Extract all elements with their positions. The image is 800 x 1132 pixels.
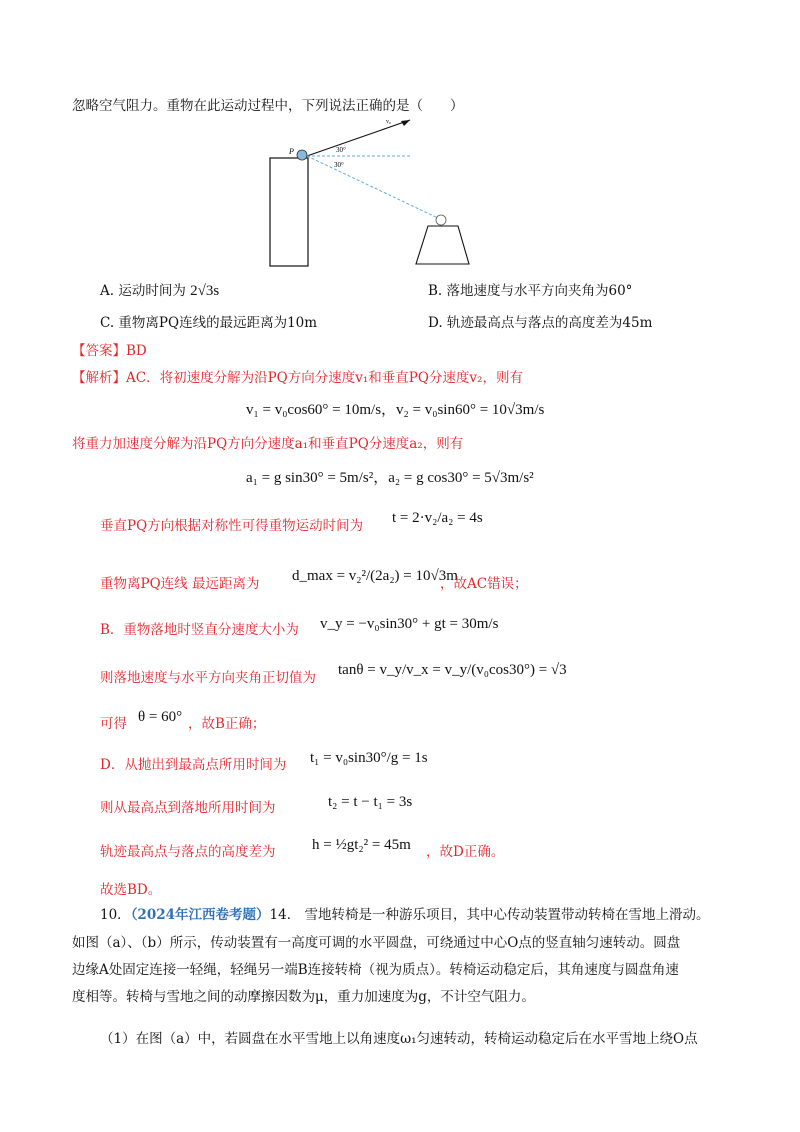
- v0-arrowhead: [401, 120, 410, 126]
- q10-line-1: [100, 903, 709, 923]
- analysis-line-8: D．从抛出到最高点所用时间为: [100, 757, 287, 773]
- analysis-line-4-tail: ，故AC错误；: [440, 576, 528, 592]
- option-b: B. 落地速度与水平方向夹角为60°: [428, 283, 633, 299]
- q10-line-4: 度相等。转椅与雪地之间的动摩擦因数为μ，重力加速度为g，不计空气阻力。: [72, 989, 535, 1005]
- ball-q: [436, 215, 446, 225]
- analysis-line-4: 重物离PQ连线 最远距离为: [100, 576, 260, 592]
- q10-source: （2024年江西卷考题）: [130, 907, 270, 923]
- question-intro: 忽略空气阻力。重物在此运动过程中，下列说法正确的是（ ）: [72, 98, 464, 114]
- q10-line-2: 如图（a）、（b）所示，传动装置有一高度可调的水平圆盘，可绕通过中心O点的竖直轴匀速转动。圆盘: [72, 935, 681, 951]
- equation-1: v₁ = v₀cos60° = 10m/s，v₂ = v₀sin60° = 10√3m/s: [246, 402, 545, 418]
- analysis-tag: 【解析】: [72, 370, 126, 386]
- equation-10: h = ½gt₂² = 45m: [312, 837, 411, 853]
- option-c: C. 重物离PQ连线的最远距离为10m: [100, 315, 318, 331]
- equation-7: θ = 60°: [138, 709, 183, 725]
- label-angle-top: 30°: [336, 146, 346, 154]
- v0-arrow-line: [307, 120, 410, 156]
- pq-dashed-line: [307, 156, 440, 219]
- analysis-line-10: 轨迹最高点与落点的高度差为: [100, 844, 276, 860]
- option-d: D. 轨迹最高点与落点的高度差为45m: [428, 315, 653, 331]
- label-p: P: [289, 147, 294, 156]
- answer-line: 【答案】BD: [72, 343, 147, 359]
- analysis-text-1: AC．将初速度分解为沿PQ方向分速度v₁和垂直PQ分速度v₂，则有: [126, 370, 523, 386]
- equation-5: v_y = −v₀sin30° + gt = 30m/s: [320, 616, 499, 632]
- landing-trapezoid: [416, 226, 469, 264]
- label-v0: v₀: [386, 119, 392, 125]
- label-angle-bottom: 30°: [334, 161, 344, 169]
- projectile-figure: [262, 112, 482, 270]
- equation-4: d_max = v₂²/(2a₂) = 10√3m: [292, 568, 458, 584]
- analysis-line-9: 则从最高点到落地所用时间为: [100, 800, 276, 816]
- q10-text-1: 14． 雪地转椅是一种游乐项目，其中心传动装置带动转椅在雪地上滑动。: [269, 907, 710, 923]
- q10-sub-1: （1）在图（a）中，若圆盘在水平雪地上以角速度ω₁匀速转动，转椅运动稳定后在水平雪地上绕O点: [100, 1031, 698, 1047]
- equation-9: t₂ = t − t₁ = 3s: [328, 794, 413, 810]
- analysis-line-2: 将重力加速度分解为沿PQ方向分速度a₁和垂直PQ分速度a₂，则有: [72, 436, 464, 452]
- equation-3: t = 2·v₂/a₂ = 4s: [392, 510, 483, 526]
- option-a-math: 2√3s: [190, 283, 220, 299]
- analysis-conclusion: 故选BD。: [100, 882, 162, 898]
- analysis-line-7-tail: ，故B正确；: [188, 716, 266, 732]
- option-a: [100, 279, 219, 300]
- platform-block: [270, 158, 308, 266]
- equation-8: t₁ = v₀sin30°/g = 1s: [310, 750, 428, 766]
- analysis-line-5: B．重物落地时竖直分速度大小为: [100, 622, 299, 638]
- analysis-line-7: 可得: [100, 716, 127, 732]
- analysis-line-3: 垂直PQ方向根据对称性可得重物运动时间为: [100, 518, 364, 534]
- analysis-line-1: [72, 366, 523, 386]
- q10-number: 10．: [100, 907, 131, 923]
- analysis-line-6: 则落地速度与水平方向夹角正切值为: [100, 670, 316, 686]
- q10-line-3: 边缘A处固定连接一轻绳，轻绳另一端B连接转椅（视为质点）。转椅运动稳定后，其角速度与圆盘角速: [72, 962, 679, 978]
- equation-2: a₁ = g sin30° = 5m/s²，a₂ = g cos30° = 5√3m/s²: [246, 470, 534, 486]
- option-a-text: A. 运动时间为: [100, 283, 186, 299]
- equation-6: tanθ = v_y/v_x = v_y/(v₀cos30°) = √3: [338, 662, 567, 678]
- analysis-line-10-tail: ，故D正确。: [426, 844, 505, 860]
- ball-p: [297, 150, 307, 160]
